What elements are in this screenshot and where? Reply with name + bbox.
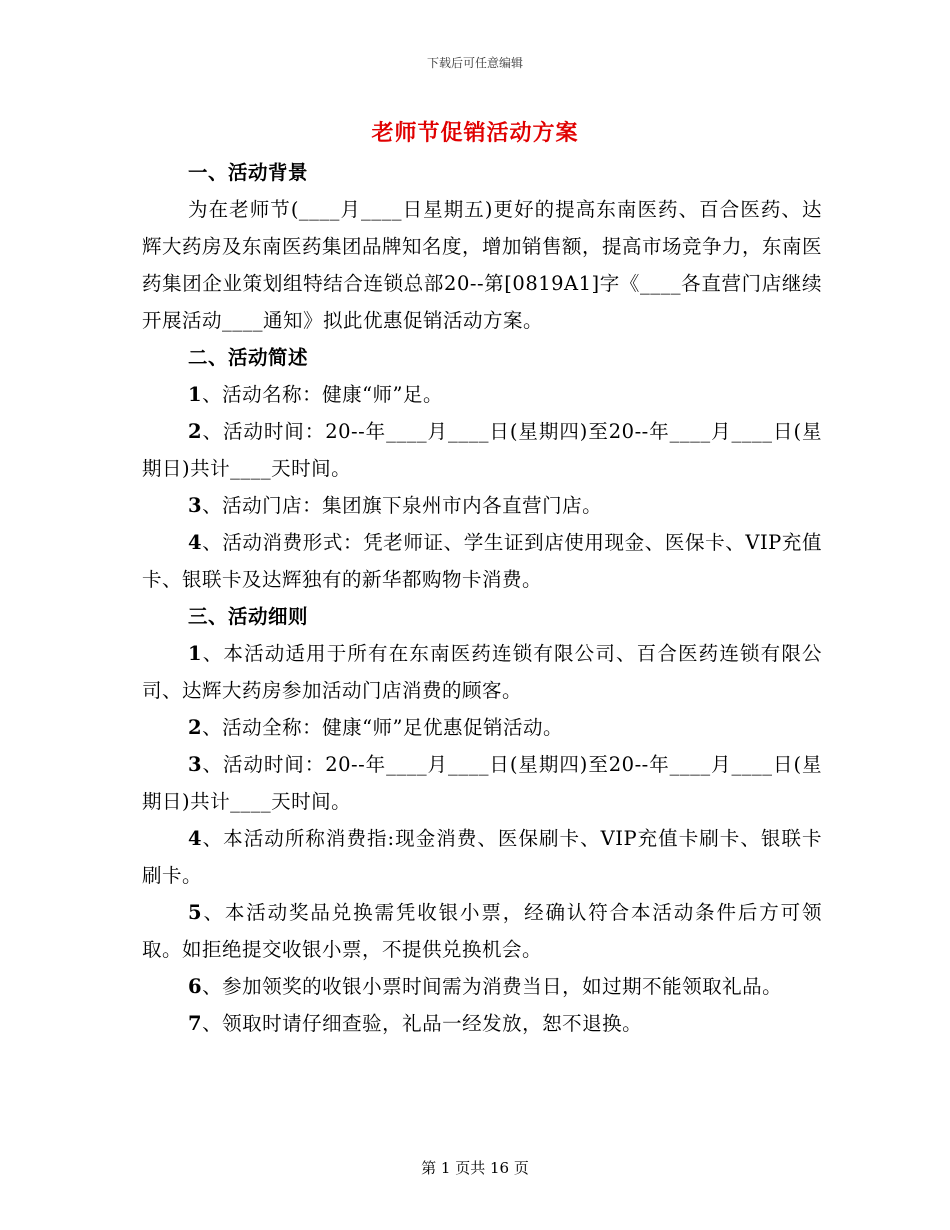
item-text: 、活动时间：20--年____月____日(星期四)至20--年____月____日(星期日)共计____天时间。: [142, 753, 822, 813]
item-number: 2: [188, 420, 203, 443]
list-item: [142, 709, 822, 746]
item-number: 4: [188, 827, 203, 850]
item-text: 、活动门店：集团旗下泉州市内各直营门店。: [202, 494, 603, 517]
document-body: [142, 154, 822, 1042]
list-item: [142, 413, 822, 487]
item-text: 、参加领奖的收银小票时间需为消费当日，如过期不能领取礼品。: [202, 975, 783, 998]
list-item: [142, 1005, 822, 1042]
item-number: 1: [188, 642, 203, 665]
item-text: 、本活动奖品兑换需凭收银小票，经确认符合本活动条件后方可领取。如拒绝提交收银小票，不提供兑换机会。: [142, 901, 822, 961]
item-text: 、活动全称：健康“师”足优惠促销活动。: [202, 716, 564, 739]
list-item: [142, 894, 822, 968]
list-item: [142, 968, 822, 1005]
list-item: [142, 524, 822, 598]
section-heading-rules: 三、活动细则: [188, 605, 309, 628]
header-note: 下载后可任意编辑: [426, 56, 523, 70]
page-footer: 第 1 页共 16 页: [421, 1159, 529, 1177]
item-text: 、活动时间：20--年____月____日(星期四)至20--年____月____日(星期日)共计____天时间。: [142, 420, 822, 480]
list-item: [142, 746, 822, 820]
item-number: 5: [188, 901, 203, 924]
item-text: 、领取时请仔细查验，礼品一经发放，恕不退换。: [202, 1012, 643, 1035]
section-heading-background: 一、活动背景: [188, 161, 309, 184]
item-number: 3: [188, 753, 203, 776]
item-text: 、本活动适用于所有在东南医药连锁有限公司、百合医药连锁有限公司、达辉大药房参加活动门店消费的顾客。: [142, 642, 822, 702]
list-item: [142, 487, 822, 524]
item-number: 1: [188, 383, 203, 406]
item-text: 、本活动所称消费指:现金消费、医保刷卡、VIP充值卡刷卡、银联卡刷卡。: [142, 827, 822, 887]
list-item: [142, 635, 822, 709]
item-number: 6: [188, 975, 203, 998]
background-paragraph: 为在老师节(____月____日星期五)更好的提高东南医药、百合医药、达辉大药房及东南医药集团品牌知名度，增加销售额，提高市场竞争力，东南医药集团企业策划组特结合连锁总部20--第[0819A1]字《____各直营门店继续开展活动____通知》拟此优惠促销活动方案。: [142, 198, 823, 332]
item-number: 2: [188, 716, 203, 739]
document-title: 老师节促销活动方案: [371, 120, 579, 146]
item-number: 4: [188, 531, 203, 554]
item-number: 3: [188, 494, 203, 517]
list-item: [142, 376, 822, 413]
item-text: 、活动名称：健康“师”足。: [202, 383, 444, 406]
list-item: [142, 820, 822, 894]
section-heading-summary: 二、活动简述: [188, 346, 309, 369]
item-text: 、活动消费形式：凭老师证、学生证到店使用现金、医保卡、VIP充值卡、银联卡及达辉独有的新华都购物卡消费。: [142, 531, 822, 591]
item-number: 7: [188, 1012, 203, 1035]
